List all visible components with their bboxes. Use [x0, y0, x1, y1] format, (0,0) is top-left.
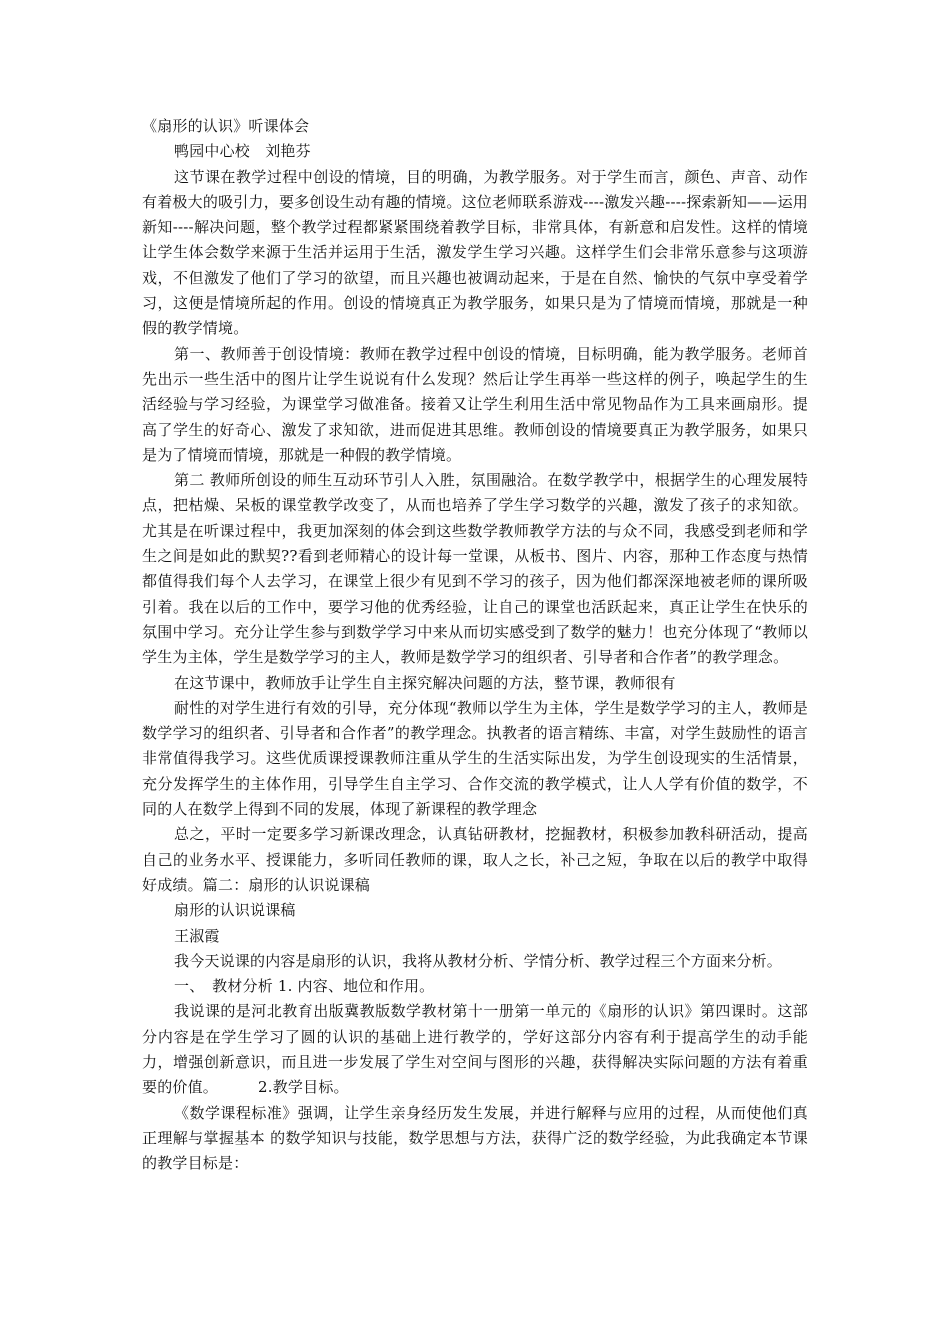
- paragraph-3: 第二 教师所创设的师生互动环节引人入胜，氛围融洽。在数学教学中，根据学生的心理发展特点，把枯燥、呆板的课堂教学改变了，从而也培养了学生学习数学的兴趣，激发了孩子的求知欲。尤其是在听课过程中，我更加深刻的体会到这些数学教师教学方法的与众不同，我感受到老师和学生之间是如此的默契??看到老师精心的设计每一堂课，从板书、图片、内容，那种工作态度与热情都值得我们每个人去学习，在课堂上很少有见到不学习的孩子，因为他们都深深地被老师的课所吸引着。我在以后的工作中，要学习他的优秀经验，让自己的课堂也活跃起来，真正让学生在快乐的氛围中学习。充分让学生参与到数学学习中来从而切实感受到了数学的魅力！也充分体现了“教师以学生为主体，学生是数学学习的主人，教师是数学学习的组织者、引导者和合作者”的教学理念。: [142, 471, 808, 667]
- paragraph-4: 在这节课中，教师放手让学生自主探究解决问题的方法，整节课，教师很有: [174, 673, 676, 692]
- paragraph-standard: 《数学课程标准》强调，让学生亲身经历发生发展，并进行解释与应用的过程，从而使他们真正理解与掌握基本 的数学知识与技能，数学思想与方法，获得广泛的数学经验，为此我确定本节课的教学目标是：: [142, 1103, 808, 1173]
- paragraph-2: 第一、教师善于创设情境：教师在教学过程中创设的情境，目标明确，能为教学服务。老师首先出示一些生活中的图片让学生说说有什么发现？然后让学生再举一些这样的例子，唤起学生的生活经验与学习经验，为课堂学习做准备。接着又让学生利用生活中常见物品作为工具来画扇形。提高了学生的好奇心、激发了求知欲，进而促进其思维。教师创设的情境要真正为教学服务，如果只是为了情境而情境，那就是一种假的教学情境。: [142, 344, 808, 464]
- paragraph-content-text: 我说课的是河北教育出版冀教版数学教材第十一册第一单元的《扇形的认识》第四课时。这部分内容是在学生学习了圆的认识的基础上进行教学的，学好这部分内容有利于提高学生的动手能力，增强创新意识，而且进一步发展了学生对空间与图形的兴趣，获得解决实际问题的方法有着重要的价值。: [142, 1002, 808, 1097]
- author-line: 鸭园中心校 刘艳芬: [174, 142, 311, 161]
- document-title: 《扇形的认识》听课体会: [142, 117, 310, 135]
- paragraph-5: 耐性的对学生进行有效的引导，充分体现“教师以学生为主体，学生是数学学习的主人，教师是数学学习的组织者、引导者和合作者”的教学理念。执教者的语言精练、丰富，对学生鼓励性的语言非常值得我学习。这些优质课授课教师注重从学生的生活实际出发，为学生创设现实的生活情景，充分发挥学生的主体作用，引导学生自主学习、合作交流的教学模式，让人人学有价值的数学，不同的人在数学上得到不同的发展，体现了新课程的教学理念: [142, 698, 808, 819]
- section-heading: 扇形的认识说课稿: [174, 901, 296, 920]
- paragraph-intro: 我今天说课的内容是扇形的认识，我将从教材分析、学情分析、教学过程三个方面来分析。: [174, 951, 783, 970]
- paragraph-6: 总之，平时一定要多学习新课改理念，认真钻研教材，挖掘教材，积极参加教科研活动，提高自己的业务水平、授课能力，多听同任教师的课，取人之长，补己之短，争取在以后的教学中取得好成绩。篇二：扇形的认识说课稿: [142, 825, 808, 894]
- section-author: 王淑霞: [174, 926, 220, 945]
- subheading-analysis: 一、 教材分析 1. 内容、地位和作用。: [174, 977, 435, 996]
- paragraph-content: [142, 999, 808, 1100]
- document-page: [142, 114, 808, 1176]
- paragraph-1: 这节课在教学过程中创设的情境，目的明确，为教学服务。对于学生而言，颜色、声音、动作有着极大的吸引力，要多创设生动有趣的情境。这位老师联系游戏----激发兴趣----探索新知——运用新知----解决问题，整个教学过程都紧紧围绕着教学目标，非常具体，有新意和启发性。这样的情境让学生体会数学来源于生活并运用于生活，激发学生学习兴趣。这样学生们会非常乐意参与这项游戏，不但激发了他们了学习的欲望，而且兴趣也被调动起来，于是在自然、愉快的气氛中享受着学习，这便是情境所起的作用。创设的情境真正为教学服务，如果只是为了情境而情境，那就是一种假的教学情境。: [142, 167, 808, 338]
- subheading-goals: 2.教学目标。: [258, 1078, 349, 1097]
